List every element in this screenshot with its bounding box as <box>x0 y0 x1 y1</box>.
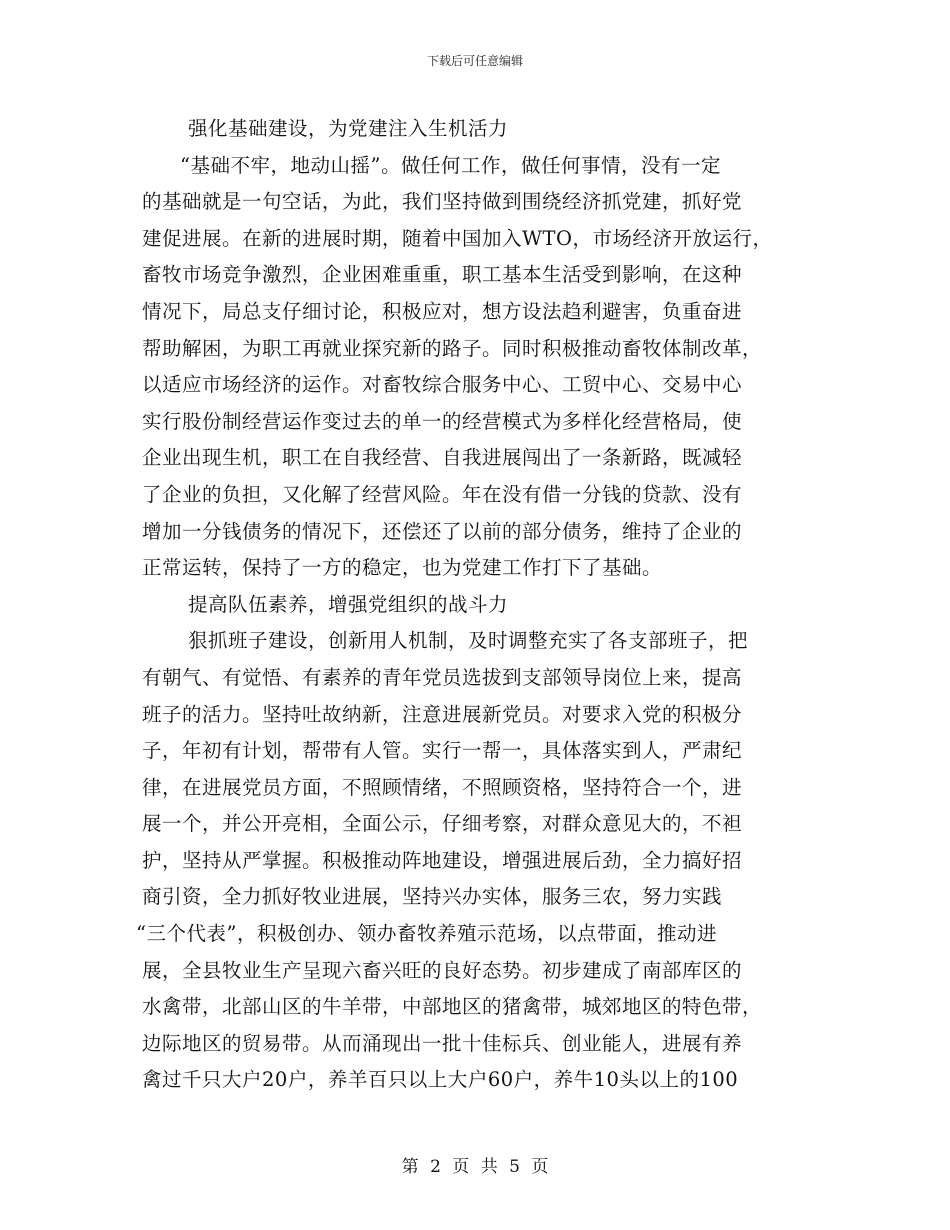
paragraph-line: “基础不牢，地动山摇”。做任何工作，做任何事情，没有一定 <box>180 153 721 177</box>
page-number: 第 2 页 共 5 页 <box>401 1157 549 1177</box>
paragraph-line: 的基础就是一句空话，为此，我们坚持做到围绕经济抓党建，抓好党 <box>142 190 743 214</box>
paragraph-line: 建促进展。在新的进展时期，随着中国加入WTO，市场经济开放运行， <box>142 226 773 250</box>
paragraph-line: 水禽带，北部山区的牛羊带，中部地区的猪禽带，城郊地区的特色带， <box>142 995 763 1019</box>
section-heading: 提高队伍素养，增强党组织的战斗力 <box>188 592 509 616</box>
paragraph-line: 商引资，全力抓好牧业进展，坚持兴办实体，服务三农，努力实践 <box>142 885 723 909</box>
paragraph-line: 有朝气、有觉悟、有素养的青年党员选拔到支部领导岗位上来，提高 <box>142 665 743 689</box>
paragraph-line: 情况下，局总支仔细讨论，积极应对，想方设法趋利避害，负重奋进 <box>142 299 743 323</box>
paragraph-line: 企业出现生机，职工在自我经营、自我进展闯出了一条新路，既减轻 <box>142 446 743 470</box>
paragraph-line: 边际地区的贸易带。从而涌现出一批十佳标兵、创业能人，进展有养 <box>142 1031 743 1055</box>
paragraph-line: 律，在进展党员方面，不照顾情绪，不照顾资格，坚持符合一个，进 <box>142 775 743 799</box>
section-heading: 强化基础建设，为党建注入生机活力 <box>188 117 509 140</box>
paragraph-line: 畜牧市场竞争激烈，企业困难重重，职工基本生活受到影响，在这种 <box>142 263 743 287</box>
paragraph-line: 了企业的负担，又化解了经营风险。年在没有借一分钱的贷款、没有 <box>142 482 743 506</box>
paragraph-line: 增加一分钱债务的情况下，还偿还了以前的部分债务，维持了企业的 <box>142 519 743 543</box>
body-text <box>136 111 810 1099</box>
paragraph-line: 帮助解困，为职工再就业探究新的路子。同时积极推动畜牧体制改革， <box>142 336 763 360</box>
paragraph-line: 实行股份制经营运作变过去的单一的经营模式为多样化经营格局，使 <box>142 409 743 433</box>
paragraph-line: 以适应市场经济的运作。对畜牧综合服务中心、工贸中心、交易中心 <box>142 373 743 397</box>
paragraph-line: 展，全县牧业生产呈现六畜兴旺的良好态势。初步建成了南部库区的 <box>142 958 743 982</box>
paragraph-line: 禽过千只大户20户，养羊百只以上大户60户，养牛10头以上的100 <box>142 1068 739 1092</box>
paragraph-line: 狠抓班子建设，创新用人机制，及时调整充实了各支部班子，把 <box>188 629 749 653</box>
paragraph-line: 正常运转，保持了一方的稳定，也为党建工作打下了基础。 <box>142 556 663 580</box>
paragraph-line: 展一个，并公开亮相，全面公示，仔细考察，对群众意见大的，不袒 <box>142 812 743 836</box>
paragraph-line: 护，坚持从严掌握。积极推动阵地建设，增强进展后劲，全力搞好招 <box>142 848 743 872</box>
paragraph-line: 班子的活力。坚持吐故纳新，注意进展新党员。对要求入党的积极分 <box>142 702 743 726</box>
paragraph-line: “三个代表”，积极创办、领办畜牧养殖示范场，以点带面，推动进 <box>136 922 717 946</box>
page-header: 下载后可任意编辑 <box>426 54 523 68</box>
paragraph-line: 子，年初有计划，帮带有人管。实行一帮一，具体落实到人，严肃纪 <box>142 739 743 763</box>
